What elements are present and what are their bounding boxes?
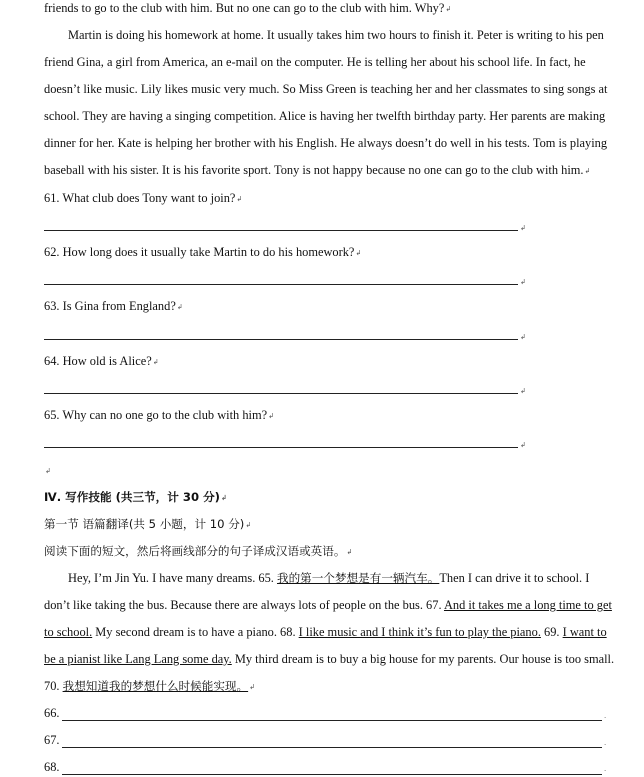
translation-line-1: Hey, I’m Jin Yu. I have many dreams. 65. 我的第一个梦想是有一辆汽车。Then I can drive it to school. I [68, 571, 590, 585]
answer-mark-61: ↲ [520, 224, 526, 232]
question-63: 63. Is Gina from England?↲ [44, 299, 183, 313]
question-62: 62. How long does it usually take Martin to do his homework?↲ [44, 245, 362, 259]
passage-line-3: doesn’t like music. Lily likes music very much. So Miss Green is teaching her and her classmates to sing songs at [44, 82, 608, 96]
underlined-sentence-69: I want to [562, 625, 607, 639]
translation-answer-67: 67. [44, 733, 60, 747]
answer-line-62[interactable] [44, 284, 518, 285]
answer-line-61[interactable] [44, 230, 518, 231]
answer-mark-65: ↲ [520, 441, 526, 449]
underlined-sentence-65: 我的第一个梦想是有一辆汽车。 [276, 571, 440, 585]
answer-line-63[interactable] [44, 339, 518, 340]
underlined-sentence-70: 我想知道我的梦想什么时候能实现。 [62, 679, 249, 693]
underlined-sentence-67: And it takes me a long time to get [443, 598, 612, 612]
translation-answer-line-66[interactable] [62, 720, 602, 721]
question-65: 65. Why can no one go to the club with him?↲ [44, 408, 274, 422]
answer-line-65[interactable] [44, 447, 518, 448]
passage-top-line: friends to go to the club with him. But no one can go to the club with him. Why?↲ [44, 1, 452, 15]
translation-answer-dot-68: . [604, 765, 607, 773]
underlined-sentence-68: I like music and I think it’s fun to play the piano. [298, 625, 541, 639]
translation-line-4: be a pianist like Lang Lang some day. My third dream is to buy a big house for my parents. Our house is too small. [44, 652, 615, 666]
question-61: 61. What club does Tony want to join?↲ [44, 191, 243, 205]
passage-line-2: friend Gina, a girl from America, an e-mail on the computer. He is telling her about his school life. In fact, he [44, 55, 586, 69]
translation-line-5: 70. 我想知道我的梦想什么时候能实现。↲ [44, 679, 255, 693]
translation-answer-dot-66: . [604, 712, 607, 720]
translation-answer-66: 66. [44, 706, 60, 720]
passage-line-5: dinner for her. Kate is helping her brother with his English. He always doesn’t do well in his tests. Tom is playing [44, 136, 608, 150]
answer-mark-62: ↲ [520, 278, 526, 286]
section-title: Ⅳ. 写作技能 (共三节，计 30 分)↲ [44, 490, 227, 504]
passage-line-4: school. They are having a singing competition. Alice is having her twelfth birthday party. Her parents are making [44, 109, 606, 123]
translation-answer-68: 68. [44, 760, 60, 774]
answer-mark-64: ↲ [520, 387, 526, 395]
passage-line-1: Martin is doing his homework at home. It usually takes him two hours to finish it. Peter is writing to his pen [68, 28, 604, 42]
section-instruction: 阅读下面的短文，然后将画线部分的句子译成汉语或英语。↲ [44, 544, 353, 558]
translation-answer-line-68[interactable] [62, 774, 602, 775]
section-subtitle: 第一节 语篇翻译(共 5 小题，计 10 分)↲ [44, 517, 252, 531]
translation-line-3: to school. My second dream is to have a piano. 68. I like music and I think it’s fun to play the piano. 69. I want to [44, 625, 607, 639]
question-64: 64. How old is Alice?↲ [44, 354, 159, 368]
translation-answer-dot-67: . [604, 739, 607, 747]
translation-line-2: don’t like taking the bus. Because there are always lots of people on the bus. 67. And it takes me a long time to get [44, 598, 612, 612]
translation-answer-line-67[interactable] [62, 747, 602, 748]
empty-paragraph-mark: ↲ [45, 467, 51, 476]
passage-line-6: baseball with his sister. It is his favorite sport. Tony is not happy because no one can go to the club with him.↲ [44, 163, 591, 177]
answer-mark-63: ↲ [520, 333, 526, 341]
answer-line-64[interactable] [44, 393, 518, 394]
